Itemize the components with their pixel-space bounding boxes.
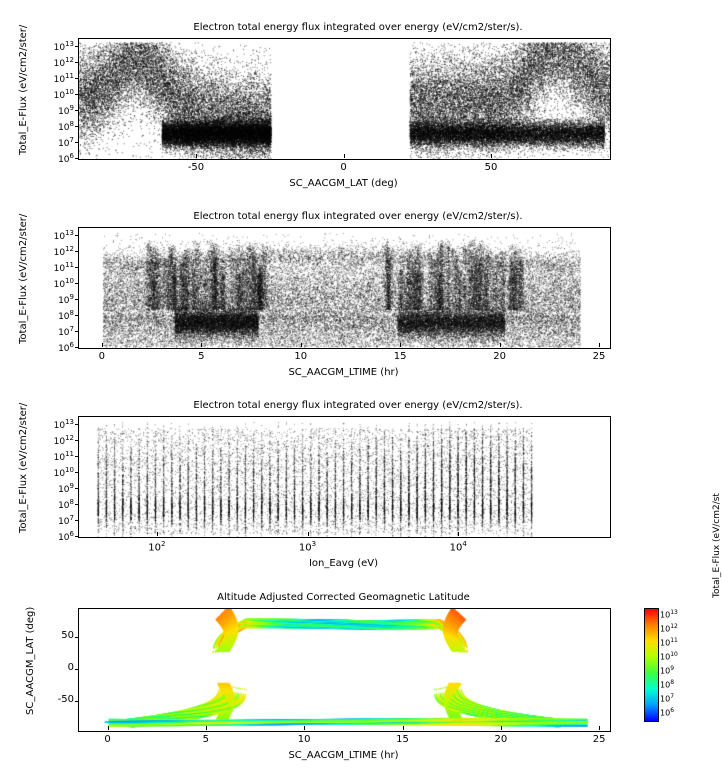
y-tick-label: $10^7$	[58, 325, 74, 338]
y-tick-mark	[75, 126, 79, 127]
x-tick-label: 0	[340, 162, 347, 173]
y-tick-label: $10^{13}$	[53, 40, 74, 53]
panel-3-title: Electron total energy flux integrated over energy (eV/cm2/ster/s).	[193, 400, 523, 411]
y-tick-mark	[75, 347, 79, 348]
colorbar-tick-label: $10^{13}$	[660, 609, 678, 620]
y-tick-mark	[75, 267, 79, 268]
y-tick-label: $10^{13}$	[53, 418, 74, 431]
y-tick-label: $10^7$	[58, 136, 74, 149]
y-tick-mark	[75, 472, 79, 473]
colorbar	[644, 608, 659, 722]
x-tick-mark	[599, 343, 600, 347]
y-tick-mark	[75, 110, 79, 111]
y-tick-mark	[75, 456, 79, 457]
y-tick-label: $10^{10}$	[53, 277, 74, 290]
x-tick-mark	[599, 726, 600, 730]
y-tick-label: $10^8$	[58, 309, 74, 322]
y-tick-mark	[75, 315, 79, 316]
colorbar-tick-label: $10^6$	[660, 707, 675, 718]
x-tick-mark	[108, 726, 109, 730]
y-tick-mark	[75, 331, 79, 332]
colorbar-tick-label: $10^{10}$	[660, 651, 678, 662]
x-tick-mark	[501, 726, 502, 730]
colorbar-tick-label: $10^8$	[660, 679, 675, 690]
y-tick-mark	[75, 701, 79, 702]
y-tick-mark	[75, 251, 79, 252]
panel-3-x-axis-label: Ion_Eavg (eV)	[308, 558, 379, 569]
y-tick-mark	[75, 669, 79, 670]
y-tick-label: 0	[67, 662, 74, 673]
x-tick-label: 20	[494, 734, 508, 745]
x-tick-label: 50	[484, 162, 498, 173]
y-tick-label: $10^9$	[58, 293, 74, 306]
y-tick-label: $10^{12}$	[53, 245, 74, 258]
panel-1-plot-area	[78, 38, 611, 160]
x-tick-label: 20	[493, 351, 506, 362]
x-tick-mark	[102, 343, 103, 347]
colorbar-tick-label: $10^7$	[660, 693, 675, 704]
panel-3-y-axis-label: Total_E-Flux (eV/cm2/ster/	[18, 402, 29, 533]
y-tick-mark	[75, 488, 79, 489]
y-tick-mark	[75, 142, 79, 143]
x-tick-label: $10^2$	[148, 540, 166, 554]
panel-2-x-axis-label: SC_AACGM_LTIME (hr)	[288, 367, 399, 378]
panel-2-title: Electron total energy flux integrated over energy (eV/cm2/ster/s).	[193, 211, 523, 222]
panel-2-plot-area	[78, 227, 611, 349]
x-tick-mark	[157, 532, 158, 536]
y-tick-label: $10^{11}$	[53, 450, 74, 463]
x-tick-mark	[201, 343, 202, 347]
x-tick-mark	[491, 154, 492, 158]
x-tick-mark	[304, 726, 305, 730]
panel-1-x-axis-label: SC_AACGM_LAT (deg)	[289, 178, 398, 189]
x-tick-label: 10	[294, 351, 308, 362]
y-tick-mark	[75, 78, 79, 79]
x-tick-mark	[458, 532, 459, 536]
x-tick-mark	[344, 154, 345, 158]
x-tick-label: -50	[187, 162, 205, 173]
x-tick-mark	[403, 726, 404, 730]
y-tick-mark	[75, 520, 79, 521]
x-tick-mark	[400, 343, 401, 347]
y-tick-label: -50	[57, 694, 74, 706]
panel-4-title: Altitude Adjusted Corrected Geomagnetic Latitude	[217, 592, 470, 603]
y-tick-mark	[75, 94, 79, 95]
y-tick-mark	[75, 424, 79, 425]
y-tick-label: $10^8$	[58, 120, 74, 133]
y-tick-label: $10^9$	[58, 104, 74, 117]
y-tick-mark	[75, 299, 79, 300]
panel-1-title: Electron total energy flux integrated over energy (eV/cm2/ster/s).	[193, 22, 523, 33]
y-tick-label: $10^{12}$	[53, 434, 74, 447]
panel-3-plot-area	[78, 416, 611, 538]
y-tick-label: $10^9$	[58, 482, 74, 495]
y-tick-label: $10^6$	[58, 152, 74, 165]
panel-4-x-axis-label: SC_AACGM_LTIME (hr)	[288, 750, 399, 761]
y-tick-label: $10^{11}$	[53, 72, 74, 85]
x-tick-mark	[196, 154, 197, 158]
y-tick-mark	[75, 46, 79, 47]
y-tick-label: $10^{12}$	[53, 56, 74, 69]
colorbar-tick-label: $10^{11}$	[660, 637, 678, 648]
y-tick-mark	[75, 504, 79, 505]
x-tick-label: $10^3$	[298, 540, 317, 554]
y-tick-label: $10^{11}$	[53, 261, 74, 274]
y-tick-mark	[75, 536, 79, 537]
y-tick-mark	[75, 440, 79, 441]
colorbar-label: Total_E-Flux (eV/cm2/st	[712, 493, 722, 598]
x-tick-mark	[308, 532, 309, 536]
panel-4-plot-area	[78, 608, 611, 732]
y-tick-label: $10^{10}$	[53, 466, 74, 479]
x-tick-label: 0	[98, 351, 106, 362]
y-tick-label: 50	[61, 629, 74, 641]
y-tick-mark	[75, 62, 79, 63]
x-tick-label: 15	[396, 734, 409, 745]
panel-1-y-axis-label: Total_E-Flux (eV/cm2/ster/	[18, 24, 29, 155]
y-tick-mark	[75, 158, 79, 159]
x-tick-label: 5	[202, 734, 210, 745]
x-tick-mark	[301, 343, 302, 347]
panel-4-y-axis-label: SC_AACGM_LAT (deg)	[25, 606, 36, 715]
y-tick-label: $10^{10}$	[53, 88, 74, 101]
y-tick-label: $10^7$	[58, 514, 74, 527]
x-tick-label: 25	[592, 734, 606, 745]
y-tick-label: $10^6$	[58, 530, 74, 543]
x-tick-mark	[206, 726, 207, 730]
y-tick-mark	[75, 235, 79, 236]
y-tick-mark	[75, 637, 79, 638]
y-tick-label: $10^{13}$	[53, 229, 74, 242]
x-tick-label: 10	[297, 734, 311, 745]
x-tick-label: 25	[592, 351, 606, 362]
colorbar-tick-label: $10^9$	[660, 665, 675, 676]
x-tick-label: 5	[198, 351, 205, 362]
y-tick-mark	[75, 283, 79, 284]
y-tick-label: $10^6$	[58, 341, 74, 354]
y-tick-label: $10^8$	[58, 498, 74, 511]
x-tick-label: 0	[104, 734, 111, 745]
x-tick-label: 15	[393, 351, 407, 362]
x-tick-label: $10^4$	[449, 540, 467, 554]
panel-2-y-axis-label: Total_E-Flux (eV/cm2/ster/	[18, 213, 29, 344]
colorbar-tick-label: $10^{12}$	[660, 623, 678, 634]
x-tick-mark	[500, 343, 501, 347]
